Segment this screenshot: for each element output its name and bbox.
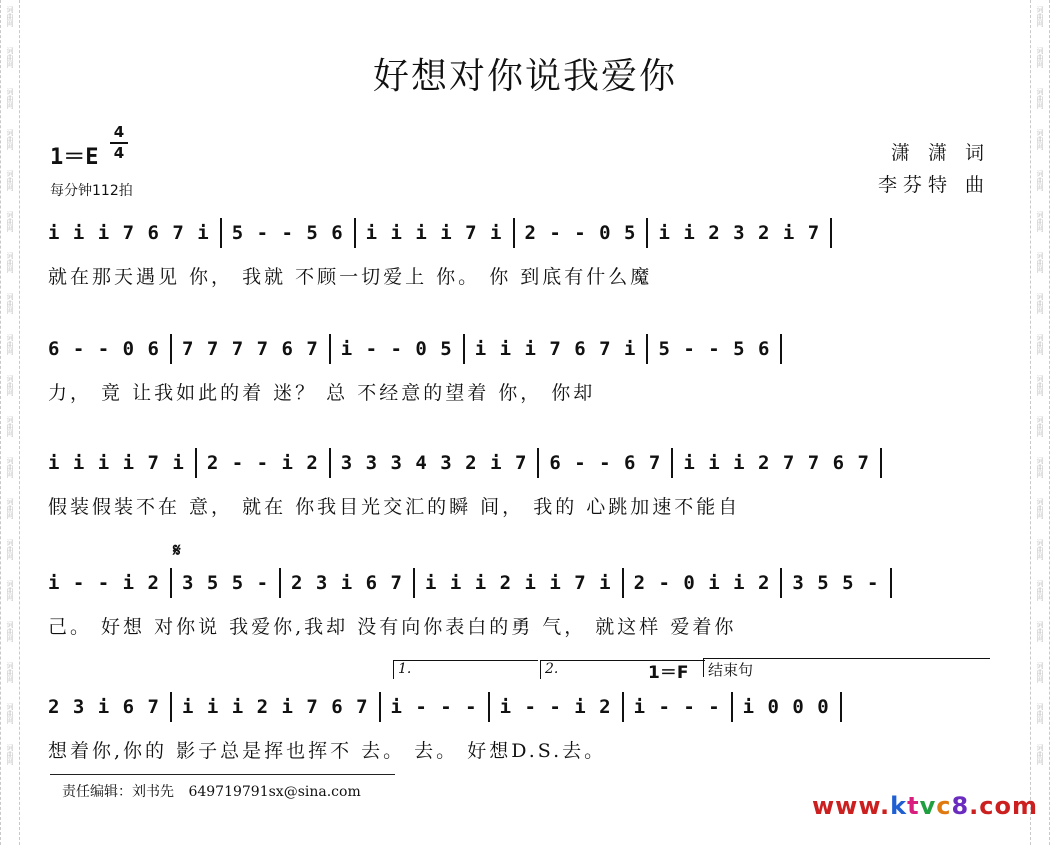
- score-system-5: [48, 661, 998, 772]
- measure: i - - i 2: [499, 696, 612, 718]
- barline: [170, 334, 172, 364]
- barline: [354, 218, 356, 248]
- score-system-3: [48, 442, 998, 528]
- measure: i - - -: [390, 696, 478, 718]
- barline: [622, 692, 624, 722]
- score-system-1: [48, 212, 998, 298]
- measure: i i i 2 i i 7 i: [424, 572, 612, 594]
- measure: 2 3 i 6 7: [291, 572, 403, 594]
- volta-first-ending: 1.: [393, 660, 538, 679]
- editor-credit: 责任编辑：刘书先: [62, 784, 174, 800]
- logo-part: c: [936, 792, 952, 820]
- score-system-4: [48, 540, 998, 648]
- barline: [329, 334, 331, 364]
- repeat-barline: [488, 692, 490, 722]
- measure: i i i i 7 i: [365, 222, 503, 244]
- notation-line: [48, 328, 998, 370]
- notation-line: [48, 562, 998, 604]
- barline: [646, 334, 648, 364]
- barline: [170, 692, 172, 722]
- time-signature-top: 4: [113, 123, 125, 141]
- barline: [622, 568, 624, 598]
- site-logo: [812, 792, 1038, 820]
- final-barline: [840, 692, 842, 722]
- logo-part: www.: [812, 792, 891, 820]
- measure: i i i 2 i 7 6 7: [181, 696, 369, 718]
- measure: 3 5 5 -: [792, 572, 880, 594]
- measure: 5 - - 5 6: [231, 222, 344, 244]
- time-signature-bottom: 4: [113, 144, 125, 162]
- lyric-line: 己。 好想 对你说 我爱你,我却 没有向你表白的勇 气， 就这样 爱着你: [48, 616, 737, 638]
- barline: [279, 568, 281, 598]
- lyric-line: 假装假装不在 意， 就在 你我目光交汇的瞬 间， 我的 心跳加速不能自: [48, 496, 741, 518]
- measure: 2 - - i 2: [206, 452, 319, 474]
- song-title: 好想对你说我爱你: [372, 56, 677, 97]
- barline: [890, 568, 892, 598]
- lyric-line: 想着你,你的 影子总是挥也挥不 去。 去。 好想D.S.去。: [48, 740, 607, 762]
- measure: i i 2 3 2 i 7: [658, 222, 821, 244]
- editor-email: 649719791sx@sina.com: [188, 784, 361, 800]
- measure: 7 7 7 7 6 7: [181, 338, 319, 360]
- measure: 2 3 i 6 7: [48, 696, 160, 718]
- tempo-marking: 每分钟112拍: [50, 183, 133, 199]
- composer-credit: 李芬特 曲: [877, 174, 990, 196]
- barline: [195, 448, 197, 478]
- footer-credit: [62, 781, 361, 801]
- notation-line: [48, 686, 998, 728]
- measure: i i i 2 7 7 6 7: [683, 452, 870, 474]
- score-system-2: [48, 328, 998, 414]
- notation-line: [48, 212, 998, 254]
- barline: [880, 448, 882, 478]
- logo-part: k: [890, 792, 908, 820]
- measure: i 0 0 0: [742, 696, 830, 718]
- lyricist-credit: 潇 潇 词: [890, 142, 990, 164]
- barline: [537, 448, 539, 478]
- barline: [830, 218, 832, 248]
- barline: [413, 568, 415, 598]
- logo-part: .com: [969, 792, 1038, 820]
- logo-part: v: [919, 792, 937, 820]
- logo-part: t: [907, 792, 920, 820]
- measure: i i i 7 6 7 i: [48, 222, 210, 244]
- barline: [513, 218, 515, 248]
- barline: [463, 334, 465, 364]
- measure: 3 3 3 4 3 2 i 7: [340, 452, 528, 474]
- measure: i - - -: [633, 696, 721, 718]
- barline: [671, 448, 673, 478]
- logo-part: 8: [951, 792, 970, 820]
- key-signature: 1＝E: [50, 145, 99, 170]
- measure: i i i 7 6 7 i: [474, 338, 637, 360]
- barline: [170, 568, 172, 598]
- measure: 6 - - 6 7: [549, 452, 662, 474]
- measure: i i i i 7 i: [48, 452, 185, 474]
- measure: i - - 0 5: [340, 338, 453, 360]
- left-watermark-strip: 词曲网 词曲网 词曲网 词曲网 词曲网 词曲网 词曲网 词曲网 词曲网 词曲网 词曲网 词曲网 词曲网 词曲网 词曲网 词曲网 词曲网 词曲网 词曲网: [0, 0, 20, 845]
- measure: i - - i 2: [48, 572, 160, 594]
- ending-phrase-label: 结束句: [703, 658, 990, 677]
- volta-second-ending: 2.: [540, 660, 705, 679]
- lyric-line: 力， 竟 让我如此的着 迷？ 总 不经意的望着 你， 你却: [48, 382, 596, 404]
- measure: 3 5 5 -: [181, 572, 270, 594]
- measure: 5 - - 5 6: [658, 338, 771, 360]
- barline: [220, 218, 222, 248]
- barline: [379, 692, 381, 722]
- footer-divider: [50, 774, 395, 775]
- lyric-line: 就在那天遇见 你， 我就 不顾一切爱上 你。 你 到底有什么魔: [48, 266, 653, 288]
- barline: [646, 218, 648, 248]
- measure: 2 - 0 i i 2: [633, 572, 771, 594]
- barline: [780, 568, 782, 598]
- notation-line: [48, 442, 998, 484]
- measure: 6 - - 0 6: [48, 338, 160, 360]
- barline: [329, 448, 331, 478]
- key-change: 1＝F: [648, 663, 689, 683]
- segno-sign: 𝄋: [173, 540, 181, 561]
- barline: [780, 334, 782, 364]
- measure: 2 - - 0 5: [524, 222, 637, 244]
- time-signature: [110, 124, 128, 162]
- barline: [731, 692, 733, 722]
- right-watermark-strip: 词曲网 词曲网 词曲网 词曲网 词曲网 词曲网 词曲网 词曲网 词曲网 词曲网 词曲网 词曲网 词曲网 词曲网 词曲网 词曲网 词曲网 词曲网 词曲网: [1030, 0, 1050, 845]
